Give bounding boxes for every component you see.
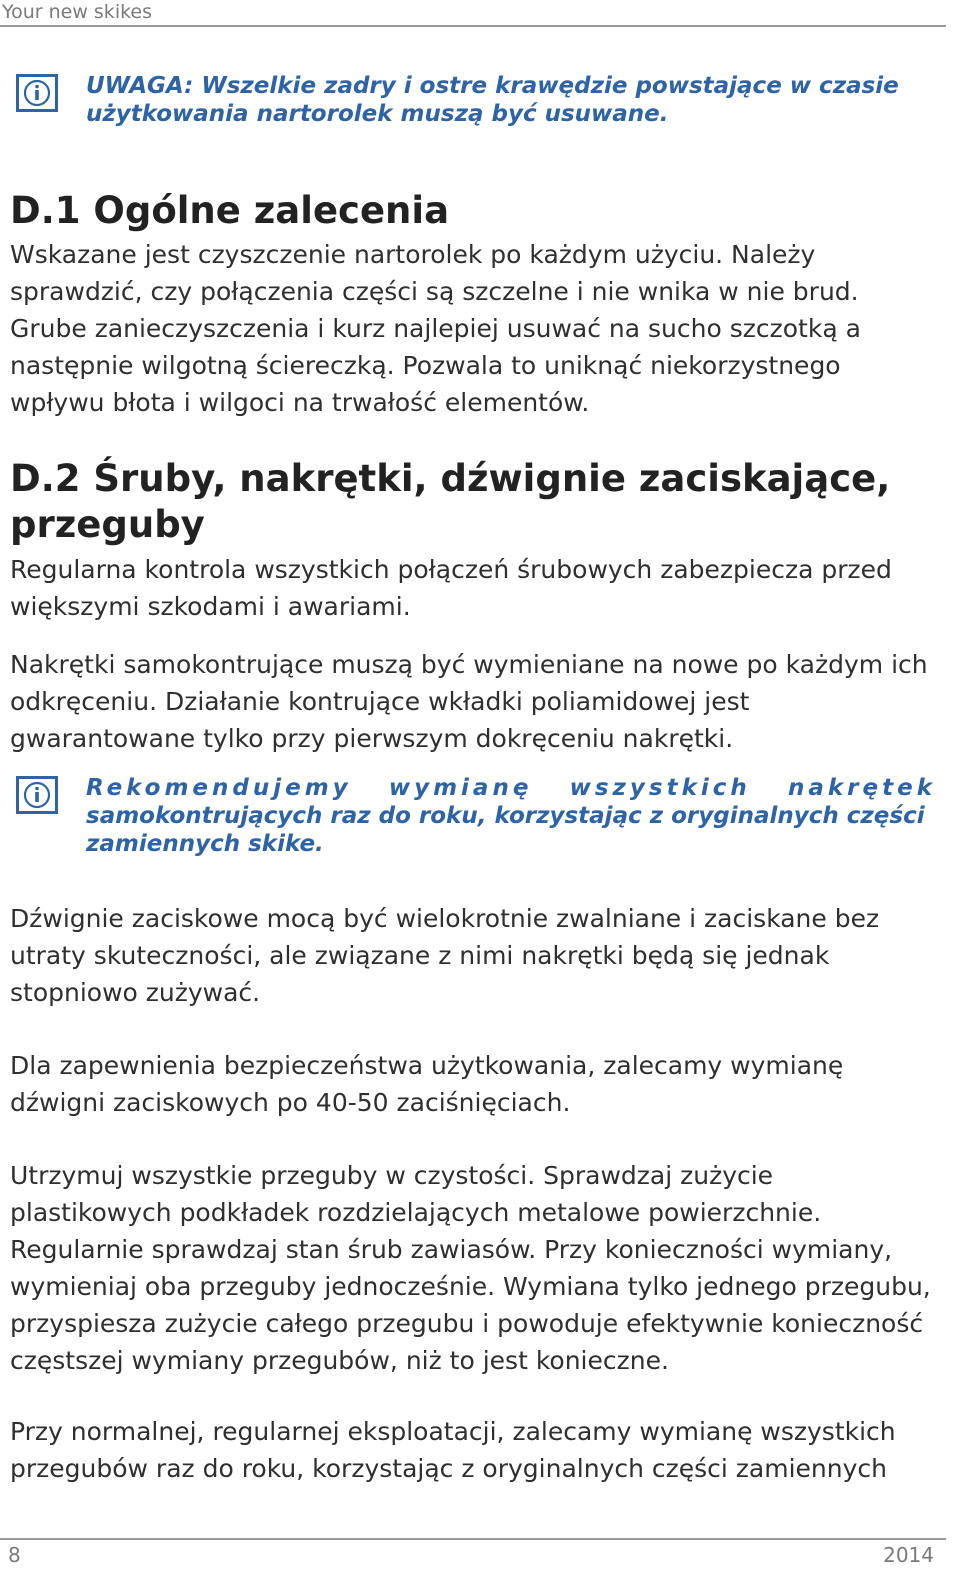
section-d2-paragraph-5: Utrzymuj wszystkie przeguby w czystości. Sprawdzaj zużycie plastikowych podkładek rozdzielających metalowe powierzchnie. Regularnie sprawdzaj stan śrub zawiasów. Przy konieczności wymiany, wymieniaj oba przeguby jednocześnie. Wymiana tylko jednego przegubu, przyspiesza zużycie całego przegubu i powoduje efektywnie konieczność częstszej wymiany przegubów, niż to jest konieczne. (10, 1161, 931, 1375)
recommendation-note-line-2: samokontrujących raz do roku, korzystając z oryginalnych części (86, 803, 925, 829)
footer-year: 2014 (883, 1543, 934, 1567)
warning-note-line-1: UWAGA: Wszelkie zadry i ostre krawędzie powstające w czasie (86, 73, 899, 99)
recommendation-note-line-1: Rekomendujemy wymianę wszystkich nakrętek (86, 775, 936, 801)
section-d1-paragraph: Wskazane jest czyszczenie nartorolek po każdym użyciu. Należy sprawdzić, czy połączenia części są szczelne i nie wnika w nie brud. Grube zanieczyszczenia i kurz najlepiej usuwać na sucho szczotką a następnie wilgotną ściereczką. Pozwala to uniknąć niekorzystnego wpływu błota i wilgoci na trwałość elementów. (10, 240, 861, 417)
footer-divider (0, 1538, 946, 1540)
section-d2-paragraph-3: Dźwignie zaciskowe mocą być wielokrotnie zwalniane i zaciskane bez utraty skuteczności, ale związane z nimi nakrętki będą się jednak stopniowo zużywać. (10, 904, 880, 1007)
recommendation-note (16, 774, 936, 858)
section-d2-paragraph-6: Przy normalnej, regularnej eksploatacji, zalecamy wymianę wszystkich przegubów raz do roku, korzystając z oryginalnych części zamiennych (10, 1417, 896, 1483)
section-d2-paragraph-4: Dla zapewnienia bezpieczeństwa użytkowania, zalecamy wymianę dźwigni zaciskowych po 40-50 zaciśnięciach. (10, 1051, 844, 1117)
warning-note-line-2: użytkowania nartorolek muszą być usuwane. (86, 101, 669, 127)
section-heading-d2: D.2 Śruby, nakrętki, dźwignie zaciskające, przeguby (10, 457, 891, 546)
recommendation-note-line-3: zamiennych skike. (86, 831, 324, 857)
info-icon (16, 74, 58, 112)
section-d2-paragraph-2: Nakrętki samokontrujące muszą być wymieniane na nowe po każdym ich odkręceniu. Działanie kontrujące wkładki poliamidowej jest gwarantowane tylko przy pierwszym dokręceniu nakrętki. (10, 650, 928, 753)
section-d2-paragraph-1: Regularna kontrola wszystkich połączeń śrubowych zabezpiecza przed większymi szkodami i awariami. (10, 555, 892, 621)
info-icon (16, 776, 58, 814)
warning-note (16, 72, 936, 128)
document-header-title: Your new skikes (2, 1, 153, 23)
page-number: 8 (8, 1543, 21, 1567)
header-divider (0, 25, 946, 27)
section-heading-d1: D.1 Ogólne zalecenia (10, 189, 450, 232)
